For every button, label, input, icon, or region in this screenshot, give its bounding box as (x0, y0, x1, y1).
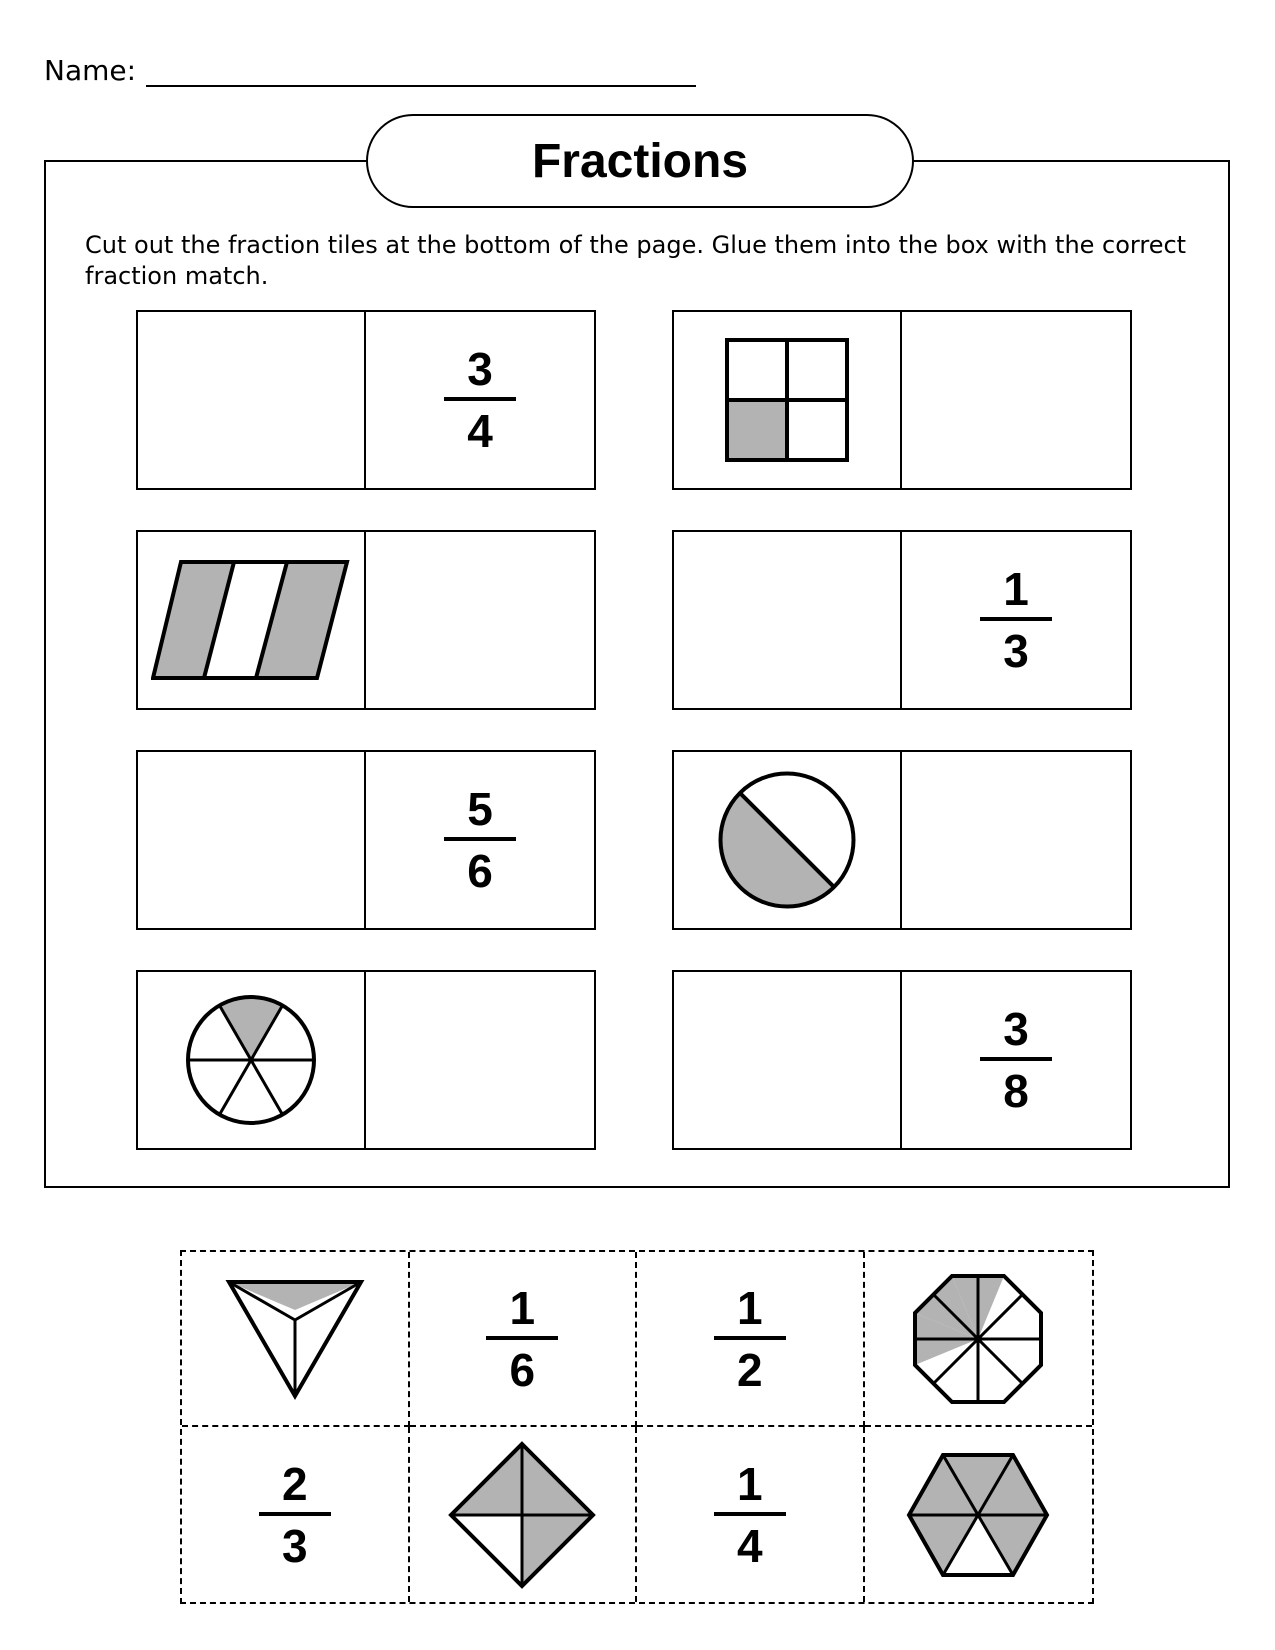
glue-slot (902, 312, 1130, 488)
cut-tile[interactable] (410, 1427, 638, 1602)
fraction-cell (902, 972, 1130, 1148)
numerator: 1 (736, 1457, 763, 1510)
match-box-r1-right (672, 310, 1132, 490)
numerator: 1 (509, 1281, 536, 1334)
numerator: 3 (1003, 1003, 1029, 1055)
denominator: 3 (281, 1519, 308, 1572)
parallelogram-shape (151, 558, 351, 682)
numerator: 2 (281, 1457, 308, 1510)
octagon-eighths-shape (912, 1273, 1044, 1405)
glue-slot (902, 752, 1130, 928)
triangle-third-shape (225, 1278, 365, 1400)
match-box-r3-right (672, 750, 1132, 930)
name-label: Name: (44, 54, 137, 87)
cut-tile[interactable] (182, 1427, 410, 1602)
numerator: 3 (467, 343, 493, 395)
numerator: 1 (736, 1281, 763, 1334)
glue-slot (366, 972, 594, 1148)
glue-slot (138, 752, 366, 928)
fraction (444, 783, 516, 897)
denominator: 6 (509, 1343, 536, 1396)
numerator: 1 (1003, 563, 1029, 615)
cut-tile[interactable] (182, 1252, 410, 1427)
denominator: 3 (1003, 625, 1029, 677)
match-box-r2-left (136, 530, 596, 710)
denominator: 4 (736, 1519, 763, 1572)
shape-cell (138, 972, 366, 1148)
fraction-cell (366, 752, 594, 928)
fraction-bar (714, 1336, 786, 1340)
fraction (980, 1003, 1052, 1117)
page-title-text: Fractions (531, 134, 749, 188)
circle-half-shape (715, 768, 859, 912)
cut-tile[interactable] (637, 1252, 865, 1427)
fraction-bar (486, 1336, 558, 1340)
shape-cell (674, 752, 902, 928)
circle-sixths-shape (185, 994, 317, 1126)
fraction-cell (366, 312, 594, 488)
denominator: 6 (467, 845, 493, 897)
cut-tile[interactable] (410, 1252, 638, 1427)
glue-slot (674, 532, 902, 708)
fraction (714, 1282, 786, 1396)
fraction (714, 1458, 786, 1572)
shape-cell (138, 532, 366, 708)
glue-slot (674, 972, 902, 1148)
fraction-bar (444, 397, 516, 401)
shape-cell (674, 312, 902, 488)
cut-tile[interactable] (865, 1252, 1093, 1427)
name-row (44, 54, 696, 87)
cut-tile[interactable] (865, 1427, 1093, 1602)
fraction-bar (714, 1512, 786, 1516)
cut-tile[interactable] (637, 1427, 865, 1602)
page-title (366, 114, 914, 208)
denominator: 4 (467, 405, 493, 457)
match-box-r2-right (672, 530, 1132, 710)
denominator: 8 (1003, 1065, 1029, 1117)
numerator: 5 (467, 783, 493, 835)
fraction (444, 343, 516, 457)
fraction (980, 563, 1052, 677)
fraction-bar (980, 1057, 1052, 1061)
match-box-r4-left (136, 970, 596, 1150)
glue-slot (138, 312, 366, 488)
match-box-r4-right (672, 970, 1132, 1150)
glue-slot (366, 532, 594, 708)
fraction-bar (980, 617, 1052, 621)
hexagon-sixths-shape (905, 1451, 1051, 1579)
instructions: Cut out the fraction tiles at the bottom of the page. Glue them into the box with the correct fraction match. (85, 231, 1187, 290)
match-box-r3-left (136, 750, 596, 930)
fraction (259, 1458, 331, 1572)
fraction-bar (444, 837, 516, 841)
cut-out-tiles (180, 1250, 1094, 1604)
fraction-cell (902, 532, 1130, 708)
name-line (146, 55, 696, 87)
diamond-quarters-shape (447, 1440, 597, 1590)
fraction-bar (259, 1512, 331, 1516)
match-box-r1-left (136, 310, 596, 490)
square-quarter-shape (724, 337, 850, 463)
fraction (486, 1282, 558, 1396)
denominator: 2 (736, 1343, 763, 1396)
